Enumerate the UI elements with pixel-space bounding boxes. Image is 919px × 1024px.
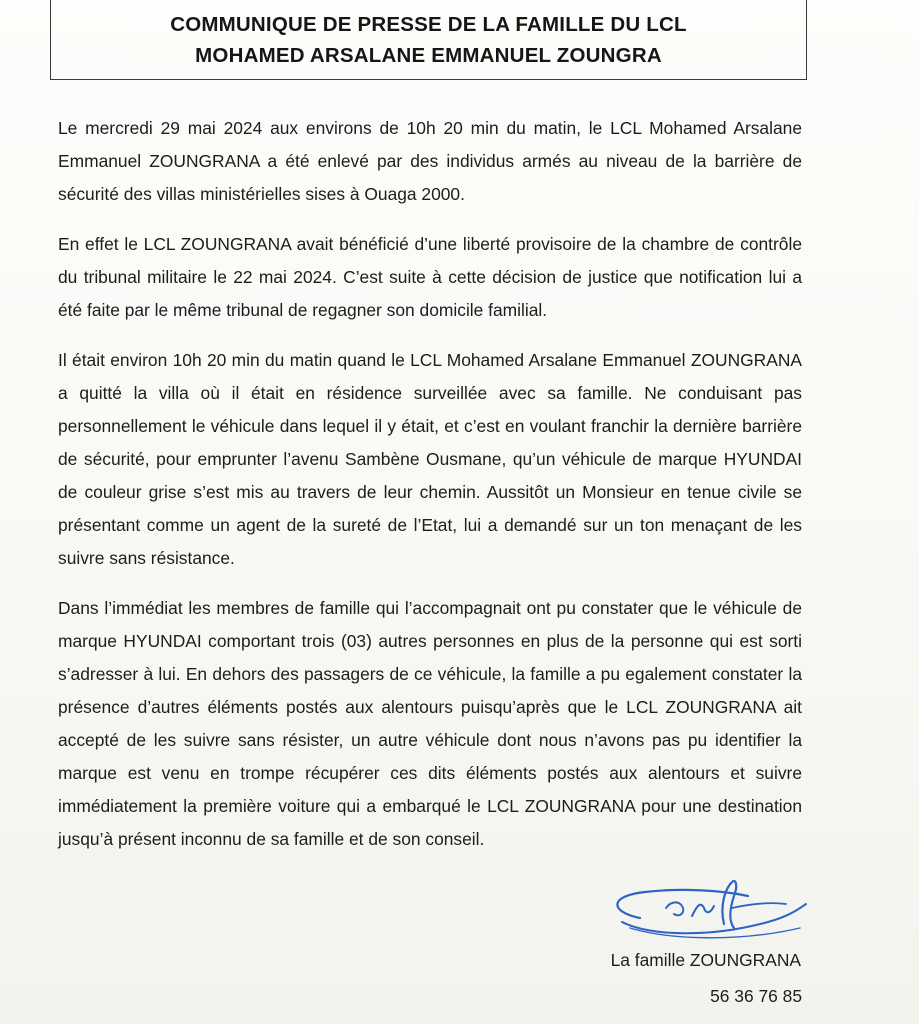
press-release-title-box [50, 0, 807, 80]
title-line-1: COMMUNIQUE DE PRESSE DE LA FAMILLE DU LCL [170, 12, 687, 36]
paragraph-4: Dans l’immédiat les membres de famille qui l’accompagnait ont pu constater que le véhicule de marque HYUNDAI comportant trois (03) autres personnes en plus de la personne qui est sorti s’adresser à lui. En dehors des passagers de ce véhicule, la famille a pu egalement constater la présence d’autres éléments postés aux alentours puisqu’après que le LCL ZOUNGRANA ait accepté de les suivre sans résister, un autre véhicule dont nous n’avons pas pu identifier la marque est venu en trompe récupérer ces dits éléments postés aux alentours et suivre immédiatement la première voiture qui a embarqué le LCL ZOUNGRANA pour une destination jusqu’à présent inconnu de sa famille et de son conseil. [58, 598, 802, 849]
contact-phone: 56 36 76 85 [710, 986, 802, 1006]
press-release-body [58, 112, 802, 873]
title-line-2: MOHAMED ARSALANE EMMANUEL ZOUNGRA [195, 43, 662, 67]
paragraph-1: Le mercredi 29 mai 2024 aux environs de 10h 20 min du matin, le LCL Mohamed Arsalane Emmanuel ZOUNGRANA a été enlevé par des individus armés au niveau de la barrière de sécurité des villas ministérielles sises à Ouaga 2000. [58, 118, 802, 204]
handwritten-signature [600, 878, 860, 948]
signature-name: La famille ZOUNGRANA [610, 950, 801, 970]
paragraph-3: Il était environ 10h 20 min du matin quand le LCL Mohamed Arsalane Emmanuel ZOUNGRANA a quitté la villa où il était en résidence surveillée avec sa famille. Ne conduisant pas personnellement le véhicule dans lequel il y était, et c’est en voulant franchir la dernière barrière de sécurité, pour emprunter l’avenu Sambène Ousmane, qu’un véhicule de marque HYUNDAI de couleur grise s’est mis au travers de leur chemin. Aussitôt un Monsieur en tenue civile se présentant comme un agent de la sureté de l’Etat, lui a demandé sur un ton menaçant de les suivre sans résistance. [58, 350, 802, 568]
paragraph-2: En effet le LCL ZOUNGRANA avait bénéficié d’une liberté provisoire de la chambre de contrôle du tribunal militaire le 22 mai 2024. C’est suite à cette décision de justice que notification lui a été faite par le même tribunal de regagner son domicile familial. [58, 234, 802, 320]
